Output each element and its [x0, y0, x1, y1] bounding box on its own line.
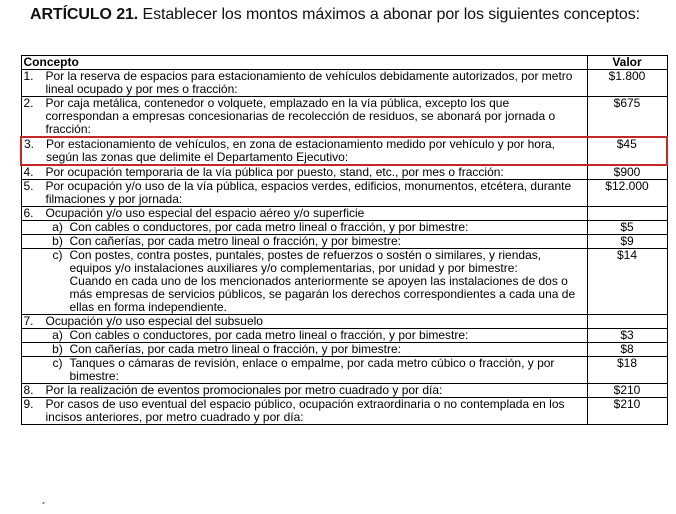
row-number: 7. [23, 314, 34, 328]
table-row-highlighted [21, 137, 667, 165]
row-number: 8. [23, 383, 34, 397]
row-value: $210 [587, 384, 667, 398]
table-row [21, 343, 667, 357]
row-value [587, 207, 667, 221]
table-row [21, 357, 667, 384]
row-value: $675 [587, 97, 667, 138]
table-row [21, 165, 667, 180]
table-row [21, 221, 667, 235]
row-concept: Por caja metálica, contenedor o volquete, emplazado en la vía pública, excepto los que correspondan a empresas concesionarias de recolección de residuos, se abonará por jornada o fracción: [45, 96, 556, 136]
row-concept: Por la reserva de espacios para estacionamiento de vehículos debidamente autorizados, por metro lineal ocupado y por mes o fracción: [45, 69, 573, 96]
row-concept: Tanques o cámaras de revisión, enlace o empalme, por cada metro cúbico o fracción, y por bimestre: [69, 356, 555, 383]
row-number: c) [52, 356, 63, 370]
article-text: Establecer los montos máximos a abonar por los siguientes conceptos: [142, 6, 640, 23]
row-value: $1.800 [587, 70, 667, 97]
row-value: $5 [587, 221, 667, 235]
row-concept: Ocupación y/o uso especial del subsuelo [45, 314, 263, 328]
row-number: c) [52, 248, 63, 262]
row-number: 4. [23, 165, 34, 179]
table-row [21, 70, 667, 97]
table-row [21, 398, 667, 425]
row-concept: Con cañerías, por cada metro lineal o fracción, y por bimestre: [69, 234, 401, 248]
row-value: $900 [587, 165, 667, 180]
table-row [21, 207, 667, 221]
table-row [21, 235, 667, 249]
row-number: 9. [23, 397, 34, 411]
row-number: 6. [23, 206, 34, 220]
row-number: a) [52, 328, 63, 342]
row-concept: Por estacionamiento de vehículos, en zona de estacionamiento medido por vehículo y por hora, según las zonas que delimite el Departamento Ejecutivo: [46, 137, 555, 164]
row-number: a) [52, 220, 63, 234]
row-value [587, 315, 667, 329]
row-value: $210 [587, 398, 667, 425]
header-concept: Concepto [21, 56, 587, 70]
table-row [21, 180, 667, 207]
table-row [21, 97, 667, 138]
row-concept: Por la realización de eventos promocionales por metro cuadrado y por día: [45, 383, 443, 397]
row-value: $12.000 [587, 180, 667, 207]
row-concept: Por ocupación temporaria de la vía pública por puesto, stand, etc., por mes o fracción: [45, 165, 504, 179]
row-concept-note: Cuando en cada uno de los mencionados anteriormente se apoyen las instalaciones de dos o más empresas de servicios públicos, se pagarán los derechos correspondientes a cada una de ellas en forma independiente. [69, 274, 576, 314]
row-value: $18 [587, 357, 667, 384]
row-concept: Con postes, contra postes, puntales, postes de refuerzos o sostén o similares, y riendas, equipos y/o instalaciones auxiliares y/o complementarias, por unidad y por bimestre: [69, 248, 542, 275]
row-number: 1. [23, 69, 34, 83]
row-value: $3 [587, 329, 667, 343]
header-value: Valor [587, 56, 667, 70]
article-heading [30, 6, 640, 24]
row-number: 3. [24, 137, 35, 151]
row-concept: Con cañerías, por cada metro lineal o fracción, y por bimestre: [69, 342, 401, 356]
table-row [21, 315, 667, 329]
row-number: b) [52, 234, 63, 248]
article-number: ARTÍCULO 21. [30, 6, 139, 23]
row-value: $8 [587, 343, 667, 357]
row-concept: Con cables o conductores, por cada metro lineal o fracción, y por bimestre: [69, 220, 469, 234]
row-number: 5. [23, 179, 34, 193]
table-row [21, 329, 667, 343]
row-number: 2. [23, 96, 34, 110]
row-value: $9 [587, 235, 667, 249]
row-value: $45 [587, 137, 667, 165]
row-concept: Por casos de uso eventual del espacio público, ocupación extraordinaria o no contemplada en los incisos anteriores, por metro cuadrado y por día: [45, 397, 565, 424]
table-header-row [21, 56, 667, 70]
row-value: $14 [587, 249, 667, 315]
row-number: b) [52, 342, 63, 356]
table-row [21, 249, 667, 315]
row-concept: Por ocupación y/o uso de la vía pública, espacios verdes, edificios, monumentos, etcétera, durante filmaciones y por jornada: [45, 179, 572, 206]
footer-accent-mark: ´ [42, 500, 46, 514]
row-concept: Ocupación y/o uso especial del espacio aéreo y/o superficie [45, 206, 365, 220]
row-concept: Con cables o conductores, por cada metro lineal o fracción, y por bimestre: [69, 328, 469, 342]
fees-table [20, 55, 668, 425]
table-row [21, 384, 667, 398]
